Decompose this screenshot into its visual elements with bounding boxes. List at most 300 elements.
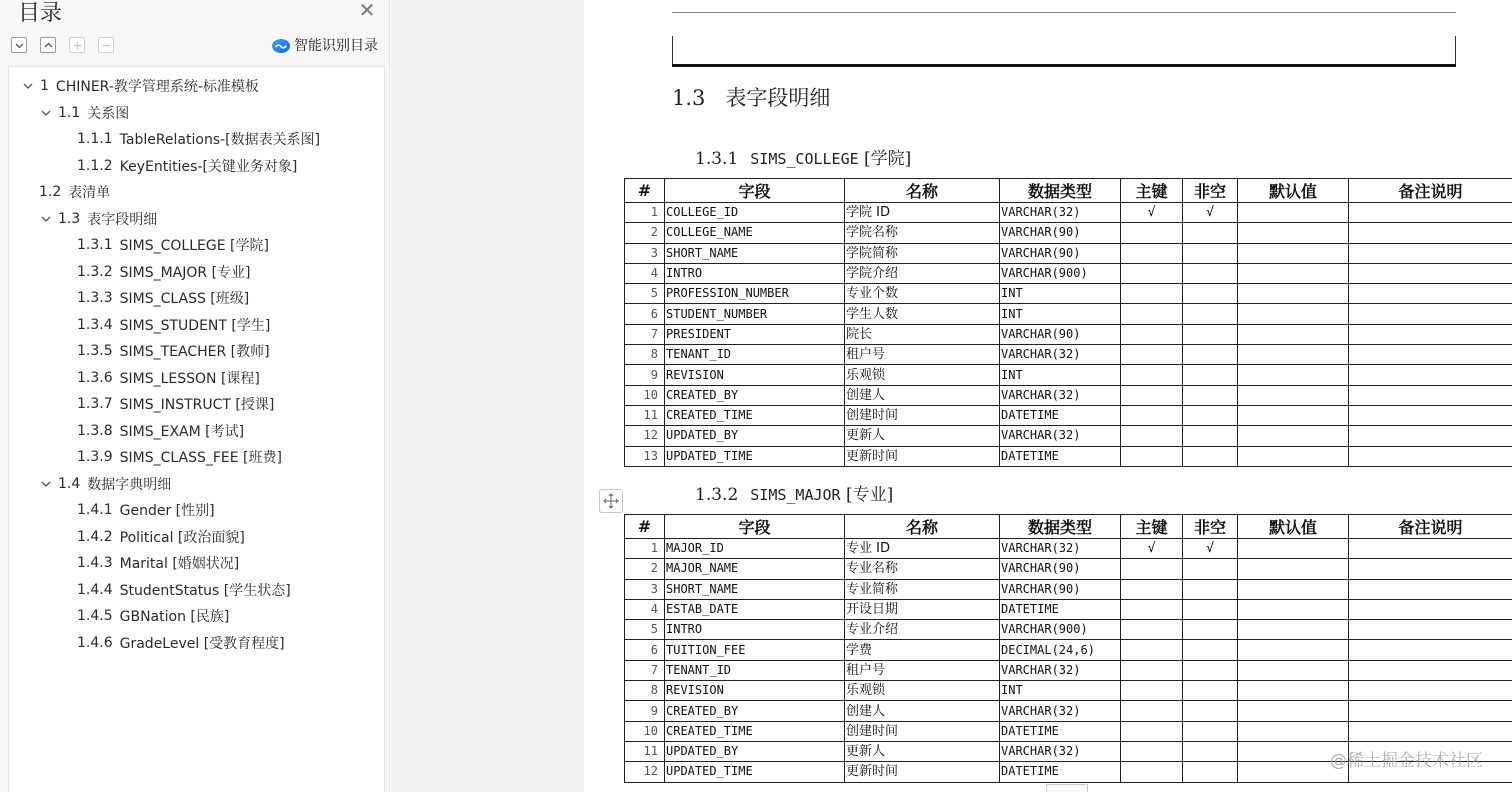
cell-pk[interactable] [1121,620,1183,640]
toc-item-number: 1.1.2 [77,157,113,174]
cell-no[interactable]: 1 [625,203,665,223]
toc-item[interactable] [39,102,129,124]
cell-default[interactable] [1238,640,1349,660]
cell-name[interactable]: 专业个数 [845,284,1000,304]
cell-name[interactable]: 专业 ID [845,539,1000,559]
cell-field[interactable]: INTRO [665,263,845,283]
table-row [625,405,1512,425]
cell-pk[interactable] [1121,304,1183,324]
cell-name[interactable]: 专业名称 [845,559,1000,579]
cell-remark[interactable] [1349,721,1512,741]
cell-type[interactable]: DATETIME [1000,762,1121,782]
column-header-name: 名称 [845,179,1000,203]
cell-field[interactable]: STUDENT_NUMBER [665,304,845,324]
toc-item-label: SIMS_CLASS_FEE [班费] [119,450,282,466]
toc-item[interactable] [39,181,110,203]
cell-type[interactable]: VARCHAR(32) [1000,426,1121,446]
cell-field[interactable]: PRESIDENT [665,324,845,344]
cell-notnull[interactable] [1183,640,1238,660]
cell-notnull[interactable] [1183,579,1238,599]
cell-default[interactable] [1238,223,1349,243]
cell-pk[interactable] [1121,559,1183,579]
toc-item-number: 1.3.5 [77,343,113,359]
cell-field[interactable]: ESTAB_DATE [665,599,845,619]
cell-name[interactable]: 租户号 [845,345,1000,365]
cell-field[interactable]: TENANT_ID [665,660,845,680]
watermark: @稀土掘金技术社区 [1330,751,1483,771]
cell-type[interactable]: VARCHAR(32) [1000,539,1121,559]
toc-item-label: CHINER-教学管理系统-标准模板 [55,79,259,95]
cell-remark[interactable] [1349,446,1512,466]
cell-remark[interactable] [1349,681,1512,701]
toc-item-number: 1.4.3 [77,555,113,571]
ai-cloud-icon [271,36,291,54]
cell-notnull[interactable] [1183,721,1238,741]
cell-type[interactable]: INT [1000,304,1121,324]
cell-no[interactable]: 2 [625,559,665,579]
cell-notnull[interactable] [1183,681,1238,701]
cell-name[interactable]: 创建人 [845,701,1000,721]
cell-default[interactable] [1238,284,1349,304]
cell-default[interactable] [1238,345,1349,365]
cell-remark[interactable] [1349,365,1512,385]
cell-name[interactable]: 开设日期 [845,599,1000,619]
toc-item[interactable] [77,632,285,654]
cell-remark[interactable] [1349,405,1512,425]
cell-type[interactable]: VARCHAR(90) [1000,579,1121,599]
cell-no[interactable]: 5 [625,620,665,640]
cell-type[interactable]: INT [1000,365,1121,385]
cell-name[interactable]: 更新时间 [845,446,1000,466]
cell-default[interactable] [1238,304,1349,324]
toc-item-number: 1.4.5 [77,608,113,624]
cell-field[interactable]: PROFESSION_NUMBER [665,284,845,304]
cell-default[interactable] [1238,660,1349,680]
toc-item[interactable] [77,605,229,627]
table-row [625,284,1512,304]
table-heading-label: [学院] [864,149,912,169]
cell-notnull[interactable] [1183,304,1238,324]
toc-item-number: 1.4.1 [77,502,113,518]
cell-no[interactable]: 7 [625,660,665,680]
cell-name[interactable]: 专业简称 [845,579,1000,599]
toc-item-label: SIMS_COLLEGE [学院] [119,238,269,254]
cell-pk[interactable]: √ [1121,203,1183,223]
column-header-pk: 主键 [1121,515,1183,539]
column-header-field: 字段 [665,179,845,203]
cell-no[interactable]: 11 [625,405,665,425]
cell-default[interactable] [1238,203,1349,223]
toc-item-number: 1.3.8 [77,422,113,439]
cell-name[interactable]: 学院名称 [845,223,1000,243]
cell-name[interactable]: 学院简称 [845,243,1000,263]
remove-heading-icon[interactable] [98,37,114,53]
cell-no[interactable]: 9 [625,365,665,385]
toc-item-number: 1.1 [58,104,81,121]
table-row [625,539,1512,559]
cell-name[interactable]: 专业介绍 [845,620,1000,640]
cell-pk[interactable] [1121,640,1183,660]
cell-field[interactable]: CREATED_BY [665,701,845,721]
cell-pk[interactable] [1121,599,1183,619]
toc-item[interactable] [77,579,291,601]
cell-notnull[interactable]: √ [1183,539,1238,559]
cell-name[interactable]: 学生人数 [845,304,1000,324]
toc-tree [8,66,385,792]
cell-notnull[interactable] [1183,559,1238,579]
column-header-default: 默认值 [1238,179,1349,203]
toc-item-number: 1 [40,78,49,94]
cell-pk[interactable] [1121,579,1183,599]
toc-item[interactable] [77,261,251,283]
table-row [625,660,1512,680]
cell-notnull[interactable] [1183,660,1238,680]
toc-item-number: 1.4.4 [77,581,113,598]
cell-pk[interactable] [1121,701,1183,721]
smart-toc-button[interactable] [271,35,378,55]
cell-no[interactable]: 12 [625,762,665,782]
cell-pk[interactable] [1121,284,1183,304]
toc-item-label: 数据字典明细 [87,476,172,493]
toc-title: 目录 [18,1,63,26]
cell-default[interactable] [1238,721,1349,741]
cell-default[interactable] [1238,446,1349,466]
cell-type[interactable]: VARCHAR(900) [1000,263,1121,283]
cell-field[interactable]: SHORT_NAME [665,243,845,263]
cell-notnull[interactable] [1183,263,1238,283]
cell-no[interactable]: 10 [625,721,665,741]
cell-field[interactable]: UPDATED_BY [665,741,845,761]
cell-pk[interactable] [1121,223,1183,243]
cell-type[interactable]: VARCHAR(32) [1000,660,1121,680]
page-divider [672,12,1456,13]
cell-type[interactable]: VARCHAR(32) [1000,701,1121,721]
cell-type[interactable]: DATETIME [1000,721,1121,741]
cell-no[interactable]: 8 [625,345,665,365]
cell-name[interactable]: 创建时间 [845,721,1000,741]
cell-remark[interactable] [1349,559,1512,579]
cell-no[interactable]: 9 [625,701,665,721]
toc-item[interactable] [77,393,274,415]
table-move-handle-icon[interactable] [599,489,623,513]
table-row [625,701,1512,721]
cell-field[interactable]: TENANT_ID [665,345,845,365]
cell-remark[interactable] [1349,640,1512,660]
cell-remark[interactable] [1349,345,1512,365]
cell-type[interactable]: VARCHAR(90) [1000,243,1121,263]
cell-no[interactable]: 2 [625,223,665,243]
page-frame-line [672,36,673,66]
table-heading-number: 1.3.2 [695,485,739,505]
cell-field[interactable]: SHORT_NAME [665,579,845,599]
cell-field[interactable]: COLLEGE_NAME [665,223,845,243]
cell-no[interactable]: 3 [625,579,665,599]
cell-no[interactable]: 11 [625,741,665,761]
cell-pk[interactable] [1121,243,1183,263]
cell-no[interactable]: 8 [625,681,665,701]
toc-item[interactable] [77,526,245,548]
cell-name[interactable]: 乐观锁 [845,681,1000,701]
cell-default[interactable] [1238,405,1349,425]
toc-item-label: SIMS_LESSON [课程] [119,370,260,387]
column-header-type: 数据类型 [1000,179,1121,203]
toc-item-number: 1.3.7 [77,396,113,412]
cell-type[interactable]: VARCHAR(32) [1000,385,1121,405]
cell-pk[interactable] [1121,426,1183,446]
toc-item[interactable] [21,75,259,97]
cell-default[interactable] [1238,263,1349,283]
column-header-notnull: 非空 [1183,179,1238,203]
cell-name[interactable]: 租户号 [845,660,1000,680]
cell-name[interactable]: 学院 ID [845,203,1000,223]
cell-notnull[interactable] [1183,324,1238,344]
cell-remark[interactable] [1349,203,1512,223]
cell-field[interactable]: COLLEGE_ID [665,203,845,223]
toc-item[interactable] [77,552,239,574]
add-heading-icon[interactable] [69,37,85,53]
cell-field[interactable]: CREATED_TIME [665,721,845,741]
page-divider [672,64,1456,67]
cell-default[interactable] [1238,426,1349,446]
cell-name[interactable]: 更新人 [845,741,1000,761]
cell-name[interactable]: 院长 [845,324,1000,344]
cell-field[interactable]: CREATED_TIME [665,405,845,425]
cell-pk[interactable] [1121,660,1183,680]
cell-type[interactable]: VARCHAR(32) [1000,741,1121,761]
toc-item-label: 表清单 [68,185,111,201]
cell-no[interactable]: 3 [625,243,665,263]
cell-type[interactable]: DATETIME [1000,446,1121,466]
cell-name[interactable]: 学费 [845,640,1000,660]
cell-default[interactable] [1238,620,1349,640]
cell-default[interactable] [1238,579,1349,599]
toc-item[interactable] [77,287,249,309]
cell-name[interactable]: 创建人 [845,385,1000,405]
toc-item[interactable] [77,446,282,468]
cell-remark[interactable] [1349,223,1512,243]
cell-no[interactable]: 12 [625,426,665,446]
cell-remark[interactable] [1349,660,1512,680]
cell-pk[interactable] [1121,263,1183,283]
table-row [625,559,1512,579]
toc-item-number: 1.3.9 [77,449,113,465]
toc-item-label: GradeLevel [受教育程度] [119,635,285,652]
table-row [625,365,1512,385]
cell-remark[interactable] [1349,599,1512,619]
cell-default[interactable] [1238,385,1349,405]
toc-item-number: 1.4.6 [77,634,113,651]
table-row [625,599,1512,619]
toc-item-label: KeyEntities-[关键业务对象] [119,158,298,175]
field-table [624,178,1512,467]
toc-item[interactable] [77,367,260,389]
cell-field[interactable]: REVISION [665,681,845,701]
cell-type[interactable]: VARCHAR(90) [1000,324,1121,344]
cell-remark[interactable] [1349,243,1512,263]
chevron-down-icon[interactable] [39,106,53,120]
cell-pk[interactable] [1121,405,1183,425]
cell-default[interactable] [1238,559,1349,579]
toc-item[interactable] [77,340,270,362]
table-row [625,223,1512,243]
toc-item-label: Gender [性别] [119,503,215,519]
cell-type[interactable]: VARCHAR(90) [1000,223,1121,243]
page-frame-line [1455,36,1456,66]
section-title: 表字段明细 [725,86,831,110]
chevron-down-icon[interactable] [39,212,53,226]
toc-item-number: 1.3 [58,210,81,227]
cell-notnull[interactable] [1183,385,1238,405]
cell-pk[interactable] [1121,762,1183,782]
toc-item[interactable] [77,234,269,256]
chevron-down-icon[interactable] [21,79,35,93]
cell-default[interactable] [1238,681,1349,701]
cell-no[interactable]: 6 [625,640,665,660]
table-row [625,203,1512,223]
toc-item-label: SIMS_EXAM [考试] [119,423,245,440]
column-header-default: 默认值 [1238,515,1349,539]
cell-remark[interactable] [1349,385,1512,405]
table-row [625,385,1512,405]
cell-notnull[interactable] [1183,223,1238,243]
cell-type[interactable]: INT [1000,284,1121,304]
chevron-down-icon[interactable] [39,477,53,491]
cell-name[interactable]: 更新时间 [845,762,1000,782]
cell-no[interactable]: 1 [625,539,665,559]
toc-item[interactable] [77,155,297,177]
cell-pk[interactable] [1121,385,1183,405]
cell-notnull[interactable] [1183,446,1238,466]
cell-pk[interactable]: √ [1121,539,1183,559]
cell-pk[interactable] [1121,365,1183,385]
cell-default[interactable] [1238,243,1349,263]
cell-field[interactable]: CREATED_BY [665,385,845,405]
section-heading [672,82,830,112]
cell-default[interactable] [1238,701,1349,721]
table-row [625,324,1512,344]
cell-no[interactable]: 10 [625,385,665,405]
cell-no[interactable]: 4 [625,263,665,283]
cell-notnull[interactable] [1183,599,1238,619]
cell-no[interactable]: 7 [625,324,665,344]
column-header-pk: 主键 [1121,179,1183,203]
table-row [625,304,1512,324]
cell-type[interactable]: VARCHAR(32) [1000,345,1121,365]
cell-no[interactable]: 4 [625,599,665,619]
cell-type[interactable]: DECIMAL(24,6) [1000,640,1121,660]
cell-remark[interactable] [1349,579,1512,599]
cell-pk[interactable] [1121,324,1183,344]
cell-name[interactable]: 乐观锁 [845,365,1000,385]
cell-notnull[interactable] [1183,405,1238,425]
cell-default[interactable] [1238,324,1349,344]
expand-all-icon[interactable] [40,37,56,53]
cell-notnull[interactable] [1183,243,1238,263]
cell-field[interactable]: INTRO [665,620,845,640]
cell-notnull[interactable] [1183,701,1238,721]
cell-pk[interactable] [1121,681,1183,701]
cell-default[interactable] [1238,539,1349,559]
cell-remark[interactable] [1349,324,1512,344]
cell-type[interactable]: VARCHAR(32) [1000,203,1121,223]
cell-pk[interactable] [1121,446,1183,466]
table-row [625,681,1512,701]
cell-type[interactable]: VARCHAR(900) [1000,620,1121,640]
cell-field[interactable]: UPDATED_BY [665,426,845,446]
column-header-field: 字段 [665,515,845,539]
table-row [625,446,1512,466]
cell-notnull[interactable] [1183,620,1238,640]
toc-item-number: 1.4 [58,475,81,492]
cell-field[interactable]: MAJOR_ID [665,539,845,559]
cell-field[interactable]: REVISION [665,365,845,385]
toc-item-number: 1.3.1 [77,237,113,253]
cell-pk[interactable] [1121,741,1183,761]
smart-toc-label: 智能识别目录 [294,38,378,54]
cell-notnull[interactable]: √ [1183,203,1238,223]
cell-pk[interactable] [1121,345,1183,365]
close-icon[interactable]: ✕ [358,0,376,22]
cell-remark[interactable] [1349,304,1512,324]
cell-notnull[interactable] [1183,741,1238,761]
cell-field[interactable]: UPDATED_TIME [665,446,845,466]
cell-field[interactable]: TUITION_FEE [665,640,845,660]
cell-field[interactable]: UPDATED_TIME [665,762,845,782]
cell-remark[interactable] [1349,426,1512,446]
cell-notnull[interactable] [1183,762,1238,782]
cell-remark[interactable] [1349,620,1512,640]
toc-item-label: SIMS_INSTRUCT [授课] [119,397,275,413]
page-resize-handle[interactable] [1046,784,1088,792]
cell-name[interactable]: 创建时间 [845,405,1000,425]
collapse-all-icon[interactable] [11,37,27,53]
cell-notnull[interactable] [1183,345,1238,365]
cell-remark[interactable] [1349,701,1512,721]
toc-item-number: 1.3.3 [77,290,113,306]
cell-type[interactable]: INT [1000,681,1121,701]
cell-notnull[interactable] [1183,284,1238,304]
toc-item-label: Marital [婚姻状况] [119,556,240,572]
cell-default[interactable] [1238,365,1349,385]
cell-default[interactable] [1238,599,1349,619]
cell-remark[interactable] [1349,284,1512,304]
toc-item[interactable] [77,314,270,336]
cell-pk[interactable] [1121,721,1183,741]
cell-type[interactable]: DATETIME [1000,405,1121,425]
cell-no[interactable]: 13 [625,446,665,466]
cell-remark[interactable] [1349,539,1512,559]
toc-item[interactable] [77,128,320,150]
cell-notnull[interactable] [1183,365,1238,385]
cell-no[interactable]: 5 [625,284,665,304]
cell-name[interactable]: 更新人 [845,426,1000,446]
cell-no[interactable]: 6 [625,304,665,324]
cell-field[interactable]: MAJOR_NAME [665,559,845,579]
toc-item-label: StudentStatus [学生状态] [119,582,291,599]
cell-name[interactable]: 学院介绍 [845,263,1000,283]
toc-item[interactable] [77,499,215,521]
toc-item[interactable] [77,420,244,442]
toc-item[interactable] [39,473,171,495]
toc-item[interactable] [39,208,157,230]
cell-type[interactable]: VARCHAR(90) [1000,559,1121,579]
table-row [625,426,1512,446]
cell-notnull[interactable] [1183,426,1238,446]
toc-item-number: 1.4.2 [77,528,113,545]
cell-type[interactable]: DATETIME [1000,599,1121,619]
cell-remark[interactable] [1349,263,1512,283]
toc-item-label: SIMS_MAJOR [专业] [119,264,251,281]
